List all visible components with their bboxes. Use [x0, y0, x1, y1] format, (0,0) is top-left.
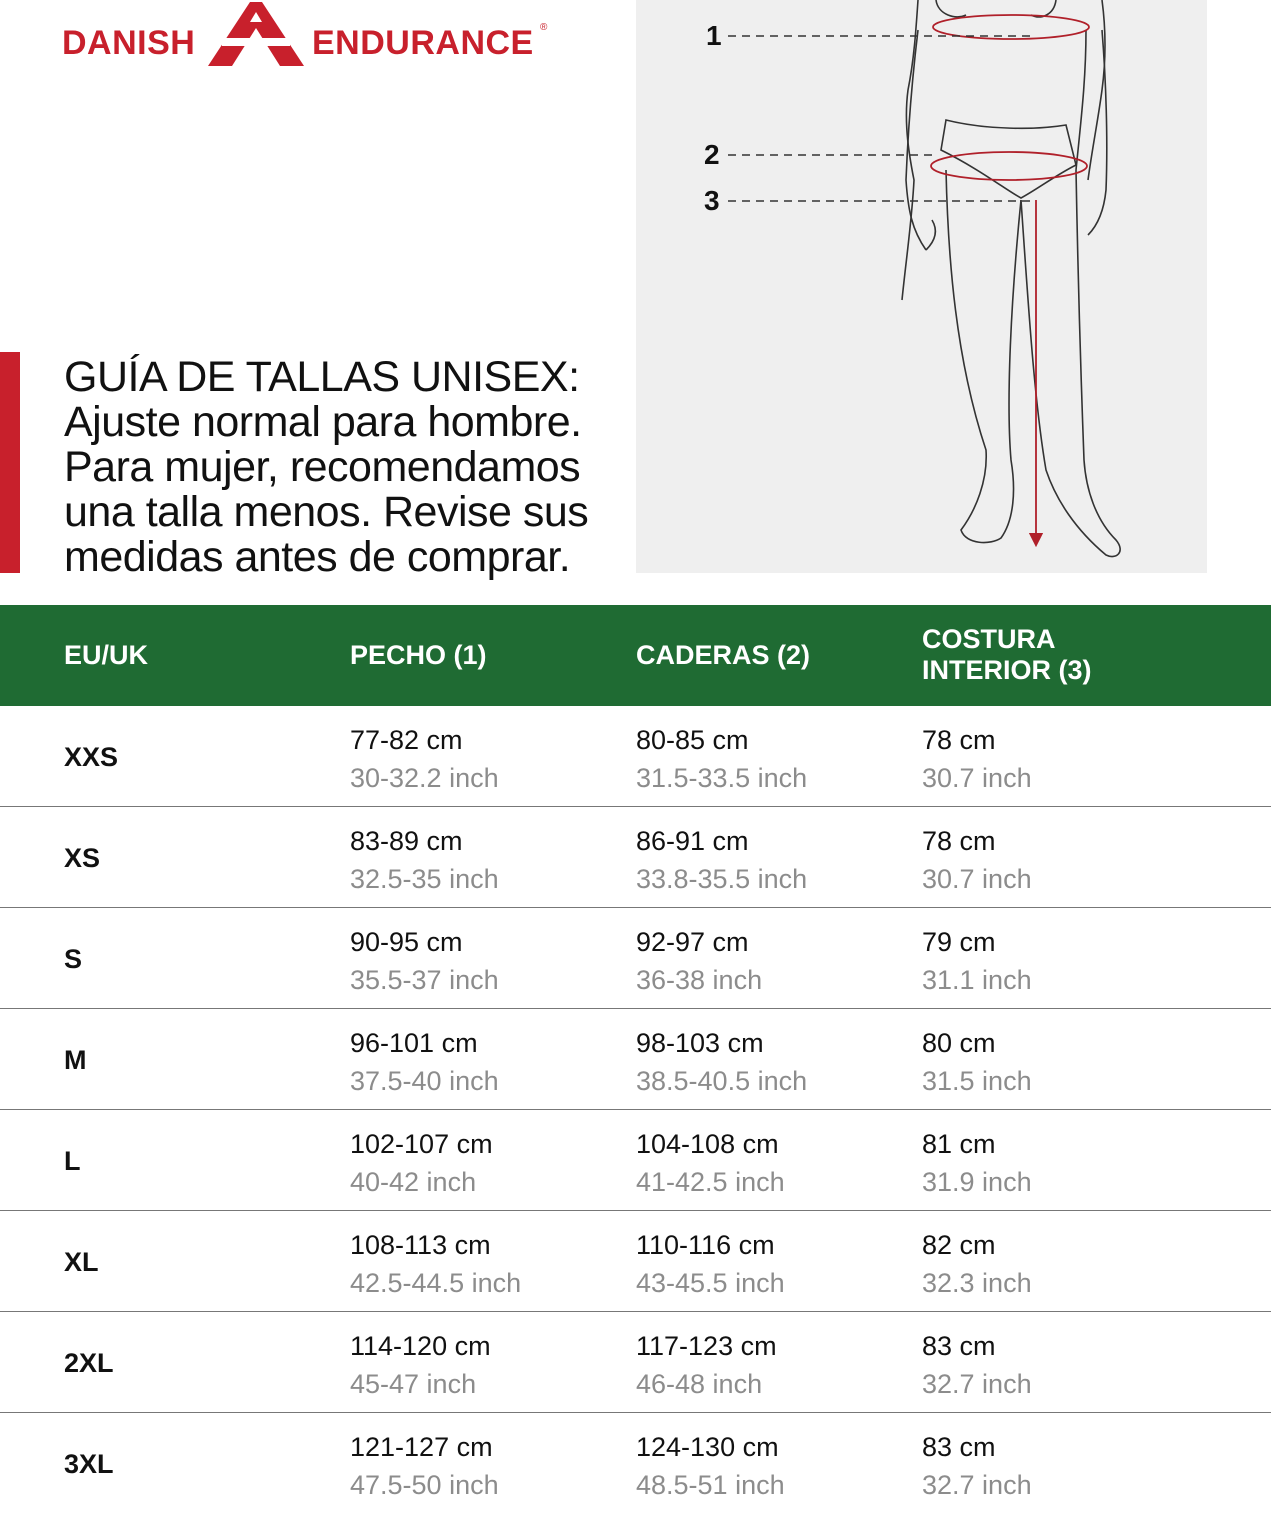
header-hips: CADERAS (2): [636, 640, 811, 670]
measurement-figure-panel: [636, 0, 1207, 573]
size-label: S: [64, 944, 83, 974]
inseam-cell: [922, 923, 1032, 999]
hips-cm: 104-108 cm: [636, 1129, 779, 1159]
measurement-label-1: 1: [706, 20, 722, 51]
chest-cell: [350, 1024, 499, 1100]
size-label: 3XL: [64, 1449, 114, 1479]
inseam-cell: [922, 721, 1032, 797]
size-label: L: [64, 1146, 81, 1176]
headline-line: Para mujer, recomendamos: [64, 443, 581, 491]
hips-cell: [636, 1327, 777, 1403]
inseam-cell: [922, 1428, 1032, 1504]
table-row: [0, 1009, 1271, 1110]
table-row: [0, 908, 1271, 1009]
inseam-cm: 78 cm: [922, 826, 996, 856]
table-row: [0, 807, 1271, 908]
inseam-inch: 31.5 inch: [922, 1066, 1032, 1096]
inseam-cm: 78 cm: [922, 725, 996, 755]
chest-cell: [350, 1428, 499, 1504]
hips-inch: 48.5-51 inch: [636, 1470, 785, 1500]
size-label: XS: [64, 843, 101, 873]
chest-inch: 35.5-37 inch: [350, 965, 499, 995]
table-row: [0, 706, 1271, 807]
brand-word-endurance: ENDURANCE: [312, 24, 534, 62]
hips-cm: 124-130 cm: [636, 1432, 779, 1462]
inseam-cm: 83 cm: [922, 1331, 996, 1361]
header-inseam: [922, 624, 1092, 686]
chest-cm: 77-82 cm: [350, 725, 463, 755]
inseam-cell: [922, 1125, 1032, 1201]
chest-inch: 47.5-50 inch: [350, 1470, 499, 1500]
chest-inch: 42.5-44.5 inch: [350, 1268, 522, 1298]
chest-cell: [350, 822, 499, 898]
chest-inch: 40-42 inch: [350, 1167, 477, 1197]
accent-bar: [0, 352, 20, 573]
chest-inch: 32.5-35 inch: [350, 864, 499, 894]
hips-cell: [636, 1125, 785, 1201]
body-measurement-figure-icon: [636, 0, 1207, 573]
chest-cm: 83-89 cm: [350, 826, 463, 856]
hips-cell: [636, 1226, 785, 1302]
size-label: XXS: [64, 742, 119, 772]
hips-inch: 36-38 inch: [636, 965, 763, 995]
header-eu-uk: EU/UK: [64, 640, 149, 670]
table-row: [0, 1211, 1271, 1312]
chest-inch: 37.5-40 inch: [350, 1066, 499, 1096]
hips-cell: [636, 923, 762, 999]
hips-cm: 86-91 cm: [636, 826, 749, 856]
hips-cell: [636, 822, 807, 898]
size-label: XL: [64, 1247, 99, 1277]
chest-cell: [350, 1327, 491, 1403]
size-label: 2XL: [64, 1348, 114, 1378]
size-table-body: [0, 706, 1271, 1514]
chest-cm: 96-101 cm: [350, 1028, 478, 1058]
inseam-cm: 79 cm: [922, 927, 996, 957]
brand-logo: [62, 2, 562, 68]
hips-inch: 41-42.5 inch: [636, 1167, 785, 1197]
inseam-cell: [922, 1226, 1032, 1302]
chest-cm: 121-127 cm: [350, 1432, 493, 1462]
hips-cell: [636, 1024, 807, 1100]
chest-cm: 102-107 cm: [350, 1129, 493, 1159]
inseam-inch: 30.7 inch: [922, 864, 1032, 894]
hips-inch: 46-48 inch: [636, 1369, 763, 1399]
chest-cell: [350, 721, 499, 797]
hips-inch: 33.8-35.5 inch: [636, 864, 808, 894]
inseam-inch: 32.7 inch: [922, 1369, 1032, 1399]
measurement-label-2: 2: [704, 139, 720, 170]
chest-inch: 45-47 inch: [350, 1369, 477, 1399]
hips-cm: 80-85 cm: [636, 725, 749, 755]
hips-cell: [636, 1428, 785, 1504]
size-table-header: [0, 605, 1271, 706]
hips-cm: 98-103 cm: [636, 1028, 764, 1058]
inseam-inch: 32.3 inch: [922, 1268, 1032, 1298]
inseam-cm: 83 cm: [922, 1432, 996, 1462]
brand-mountain-icon: [206, 2, 306, 66]
chest-cm: 108-113 cm: [350, 1230, 491, 1260]
registered-mark: ®: [540, 22, 548, 33]
table-row: [0, 1312, 1271, 1413]
header-inseam-line1: COSTURA: [922, 624, 1056, 654]
inseam-cm: 82 cm: [922, 1230, 996, 1260]
hips-inch: 38.5-40.5 inch: [636, 1066, 808, 1096]
table-row: [0, 1413, 1271, 1514]
inseam-cell: [922, 1024, 1032, 1100]
chest-cm: 114-120 cm: [350, 1331, 491, 1361]
header-inseam-line2: INTERIOR (3): [922, 655, 1092, 685]
chest-cell: [350, 1125, 493, 1201]
chest-cell: [350, 923, 499, 999]
inseam-cell: [922, 1327, 1032, 1403]
chest-cell: [350, 1226, 521, 1302]
hips-cm: 117-123 cm: [636, 1331, 777, 1361]
measurement-label-3: 3: [704, 185, 720, 216]
header-chest: PECHO (1): [350, 640, 487, 670]
hips-inch: 31.5-33.5 inch: [636, 763, 808, 793]
headline-line: una talla menos. Revise sus: [64, 488, 589, 536]
table-row: [0, 1110, 1271, 1211]
hips-cm: 110-116 cm: [636, 1230, 775, 1260]
hips-cm: 92-97 cm: [636, 927, 749, 957]
hips-inch: 43-45.5 inch: [636, 1268, 785, 1298]
inseam-inch: 30.7 inch: [922, 763, 1032, 793]
headline-line: Ajuste normal para hombre.: [64, 398, 582, 446]
size-label: M: [64, 1045, 87, 1075]
inseam-inch: 31.1 inch: [922, 965, 1032, 995]
hips-cell: [636, 721, 807, 797]
inseam-cm: 81 cm: [922, 1129, 996, 1159]
inseam-cm: 80 cm: [922, 1028, 996, 1058]
inseam-inch: 31.9 inch: [922, 1167, 1032, 1197]
headline-line: GUÍA DE TALLAS UNISEX:: [64, 353, 580, 401]
inseam-cell: [922, 822, 1032, 898]
size-guide-headline: [64, 355, 634, 580]
chest-cm: 90-95 cm: [350, 927, 463, 957]
headline-line: medidas antes de comprar.: [64, 533, 571, 581]
brand-word-danish: DANISH: [62, 24, 196, 62]
chest-inch: 30-32.2 inch: [350, 763, 499, 793]
inseam-inch: 32.7 inch: [922, 1470, 1032, 1500]
